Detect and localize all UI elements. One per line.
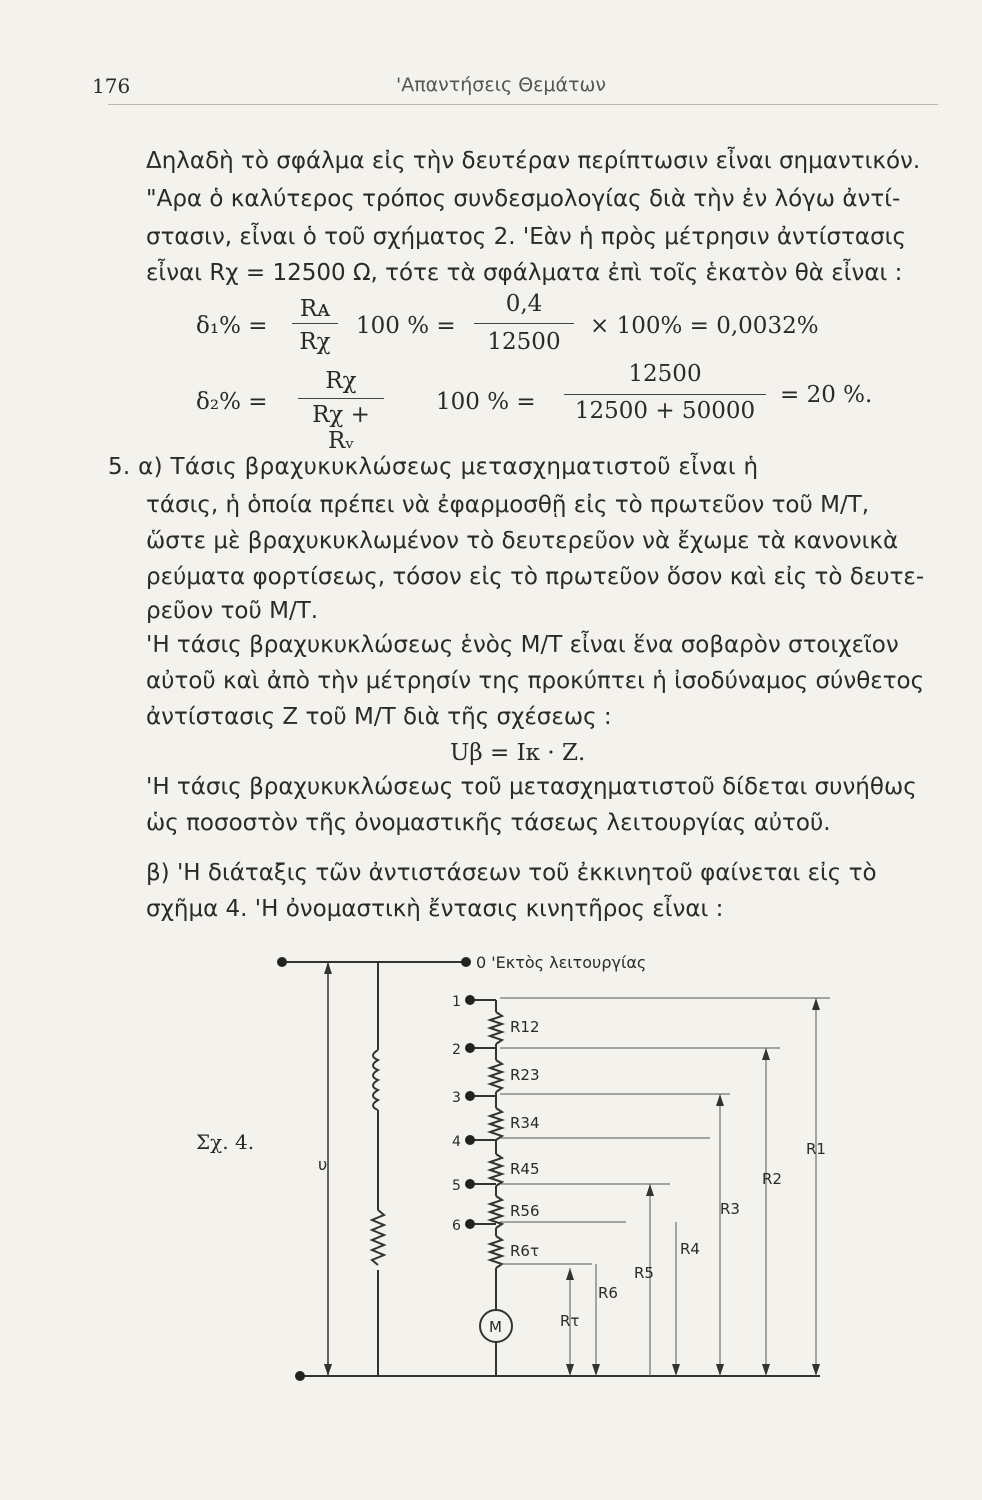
eq2-denominator2: 12500 + 50000: [574, 398, 756, 424]
span-label-r2: R2: [762, 1170, 782, 1188]
resistor-label-r45: R45: [510, 1160, 540, 1178]
arrow-r5-bottom: [672, 1364, 680, 1376]
tap-label-2: 2: [452, 1042, 461, 1058]
eq2-numerator: Rχ: [325, 368, 357, 394]
eq1-right: × 100% = 0,0032%: [590, 313, 819, 339]
section5-line: 'Η τάσις βραχυκυκλώσεως ἑνὸς Μ/Τ εἶναι ἕνα σοβαρὸν στοιχεῖον: [146, 632, 899, 658]
tap-label-1: 1: [452, 994, 461, 1010]
formula-line: Uβ = Iκ · Ζ.: [450, 740, 586, 766]
tap-dot-3: [465, 1091, 475, 1101]
eq1-numerator2: 0,4: [505, 291, 543, 317]
span-label-r3: R3: [720, 1200, 740, 1218]
arrow-r2-top: [762, 1048, 770, 1060]
terminal-bottom-left: [295, 1371, 305, 1381]
eq1-numerator: Rᴀ: [299, 296, 331, 322]
tap-label-3: 3: [452, 1090, 461, 1106]
eq1-left: δ₁% =: [196, 313, 268, 339]
arrow-r4-top: [646, 1184, 654, 1196]
intro-line: Δηλαδὴ τὸ σφάλμα εἰς τὴν δευτέραν περίπτωσιν εἶναι σημαντικόν.: [146, 148, 921, 174]
resistor-r23: [490, 1060, 502, 1092]
eq2-left: δ₂% =: [196, 389, 268, 415]
tap-dot-2: [465, 1043, 475, 1053]
intro-line: εἶναι Rχ = 12500 Ω, τότε τὰ σφάλματα ἐπὶ τοῖς ἑκατὸν θὰ εἶναι :: [146, 260, 903, 286]
arrow-r2-bottom: [762, 1364, 770, 1376]
arrow-r1-bottom: [812, 1364, 820, 1376]
span-label-rt: Rτ: [560, 1312, 580, 1330]
resistor-label-r12: R12: [510, 1018, 540, 1036]
section5-line: ρεύματα φορτίσεως, τόσον εἰς τὸ πρωτεῦον ὅσον καὶ εἰς τὸ δευτε-: [146, 564, 925, 590]
arrow-r3-bottom: [716, 1364, 724, 1376]
eq1-denominator2: 12500: [487, 329, 561, 355]
figure-caption: Σχ. 4.: [196, 1130, 255, 1154]
eq1-mid: 100 % =: [356, 313, 456, 339]
arrow-voltage-top: [324, 962, 332, 974]
page-number: 176: [92, 74, 131, 98]
section5-line: 'Η τάσις βραχυκυκλώσεως τοῦ μετασχηματιστοῦ δίδεται συνήθως: [146, 774, 917, 800]
tap-label-5: 5: [452, 1178, 461, 1194]
tap-dot-1: [465, 995, 475, 1005]
eq2-numerator2: 12500: [628, 361, 702, 387]
section5-line: ρεῦον τοῦ Μ/Τ.: [146, 598, 319, 624]
voltage-label: υ: [318, 1155, 328, 1174]
section5-line: αὐτοῦ καὶ ἀπὸ τὴν μέτρησίν της προκύπτει ἡ ἰσοδύναμος σύνθετος: [146, 668, 925, 694]
terminal-top-left: [277, 957, 287, 967]
arrow-voltage-bottom: [324, 1364, 332, 1376]
tap-label-6: 6: [452, 1218, 461, 1234]
terminal-off: [461, 957, 471, 967]
resistor-r45: [490, 1154, 502, 1186]
tap-dot-6: [465, 1219, 475, 1229]
running-title: 'Απαντήσεις Θεμάτων: [396, 74, 607, 96]
span-label-r1: R1: [806, 1140, 826, 1158]
tap-dot-5: [465, 1179, 475, 1189]
section5-line: σχῆμα 4. 'Η ὀνομαστικὴ ἔντασις κινητῆρος εἶναι :: [146, 896, 724, 922]
resistor-r34: [490, 1108, 502, 1140]
eq1-denominator: Rχ: [299, 329, 331, 355]
eq2-denominator: Rχ + Rᵥ: [312, 402, 370, 454]
arrow-r1-top: [812, 998, 820, 1010]
tap-dot-4: [465, 1135, 475, 1145]
resistor-label-r6t: R6τ: [510, 1242, 539, 1260]
span-label-r6: R6: [598, 1284, 618, 1302]
span-label-r5: R5: [634, 1264, 654, 1282]
resistor-r6t: [490, 1236, 502, 1268]
span-label-r4: R4: [680, 1240, 700, 1258]
section5-line: 5. α) Τάσις βραχυκυκλώσεως μετασχηματιστοῦ εἶναι ἡ: [108, 454, 759, 480]
resistor-label-r56: R56: [510, 1202, 540, 1220]
intro-line: "Αρα ὁ καλύτερος τρόπος συνδεσμολογίας διὰ τὴν ἐν λόγω ἀντί-: [146, 186, 901, 212]
section5-line: ὥστε μὲ βραχυκυκλωμένον τὸ δευτερεῦον νὰ ἔχωμε τὰ κανονικὰ: [146, 528, 899, 554]
section5-line: β) 'Η διάταξις τῶν ἀντιστάσεων τοῦ ἐκκινητοῦ φαίνεται εἰς τὸ: [146, 860, 877, 886]
eq2-right: = 20 %.: [780, 382, 873, 408]
off-position-label: 0 'Εκτὸς λειτουργίας: [476, 953, 647, 972]
arrow-r3-top: [716, 1094, 724, 1106]
eq2-mid: 100 % =: [436, 389, 536, 415]
arrow-r6-bottom: [592, 1364, 600, 1376]
motor-label: M: [489, 1318, 502, 1336]
section5-line: ὡς ποσοστὸν τῆς ὀνομαστικῆς τάσεως λειτουργίας αὐτοῦ.: [146, 810, 831, 836]
intro-line: στασιν, εἶναι ὁ τοῦ σχήματος 2. 'Εὰν ἡ πρὸς μέτρησιν ἀντίστασις: [146, 224, 906, 250]
arrow-rt-bottom: [566, 1364, 574, 1376]
inductor-coil: [373, 1050, 378, 1110]
field-resistor: [372, 1210, 384, 1265]
section5-line: τάσις, ἡ ὁποία πρέπει νὰ ἐφαρμοσθῇ εἰς τὸ πρωτεῦον τοῦ Μ/Τ,: [146, 492, 870, 518]
arrow-rt-top: [566, 1268, 574, 1280]
resistor-r12: [490, 1012, 502, 1044]
section5-line: ἀντίστασις Ζ τοῦ Μ/Τ διὰ τῆς σχέσεως :: [146, 704, 612, 730]
tap-label-4: 4: [452, 1134, 461, 1150]
resistor-label-r23: R23: [510, 1066, 540, 1084]
resistor-label-r34: R34: [510, 1114, 540, 1132]
